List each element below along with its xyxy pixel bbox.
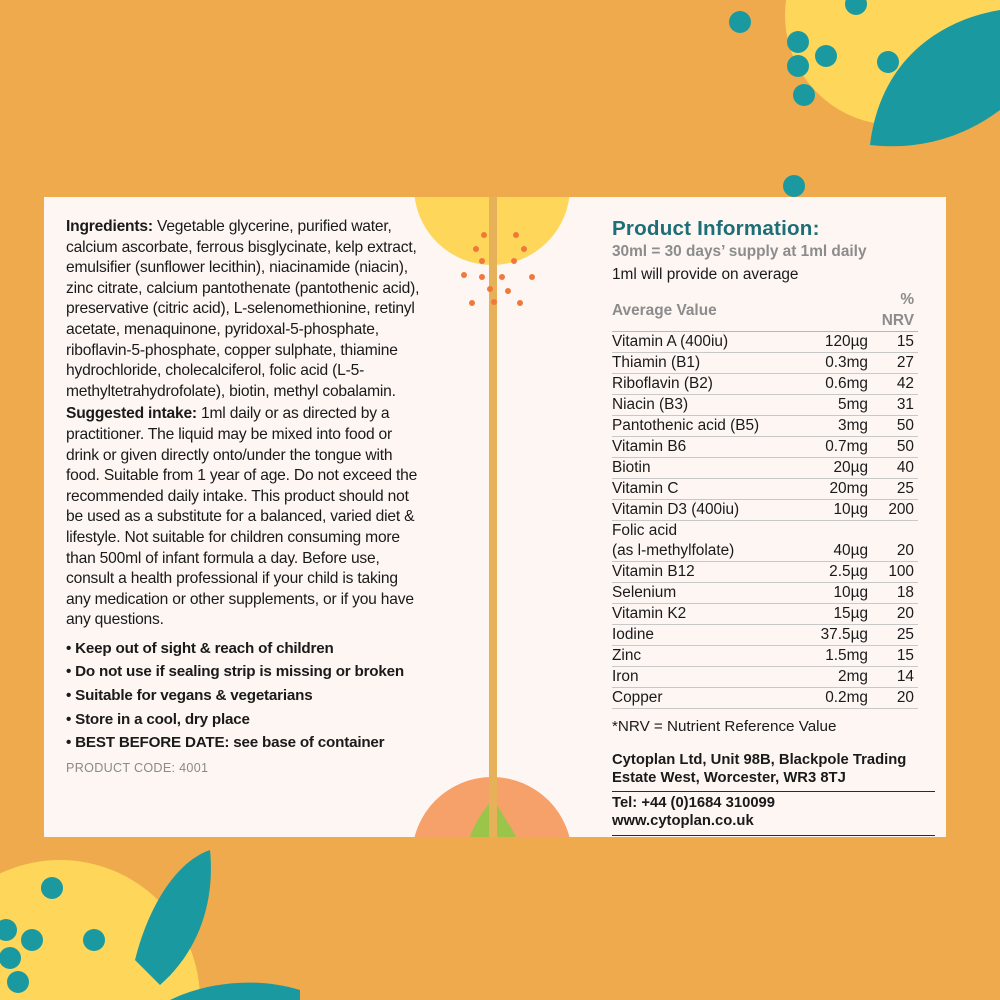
nutrient-name-text: Biotin bbox=[612, 459, 651, 476]
nutrient-name-text: Vitamin B6 bbox=[612, 438, 687, 455]
nutrient-nrv: 40 bbox=[878, 458, 918, 479]
nutrient-name bbox=[612, 395, 802, 416]
nutrient-name-sub: (as l-methylfolate) bbox=[612, 542, 735, 559]
nutrient-name bbox=[612, 353, 802, 374]
table-row bbox=[612, 332, 918, 353]
nutrient-name-text: Iodine bbox=[612, 626, 654, 643]
nutrient-name-text: Thiamin (B1) bbox=[612, 354, 701, 371]
nutrient-amount: 0.6mg bbox=[802, 374, 878, 395]
nutrient-nrv: 50 bbox=[878, 437, 918, 458]
intake-heading: Suggested intake: bbox=[66, 405, 197, 423]
center-decoration bbox=[404, 197, 584, 837]
supply-text: 30ml = 30 days’ supply at 1ml daily bbox=[612, 243, 867, 260]
nutrient-amount: 0.2mg bbox=[802, 688, 878, 709]
nutrient-nrv: 20 bbox=[878, 604, 918, 625]
nutrient-name bbox=[612, 521, 802, 562]
company-address bbox=[612, 751, 935, 792]
nutrient-name bbox=[612, 646, 802, 667]
table-row bbox=[612, 667, 918, 688]
table-row bbox=[612, 562, 918, 583]
nutrient-amount: 0.7mg bbox=[802, 437, 878, 458]
nutrient-amount: 3mg bbox=[802, 416, 878, 437]
nutrient-name-text: Vitamin A (400iu) bbox=[612, 333, 729, 350]
nutrient-amount: 2mg bbox=[802, 667, 878, 688]
table-row bbox=[612, 437, 918, 458]
ingredients-text: Vegetable glycerine, purified water, calcium ascorbate, ferrous bisglycinate, kelp extract, emulsifier (sunflower lecithin), niacinamide (niacin), zinc citrate, calcium pantothenate (pantothenic acid), preservative (citric acid), L-selenomethionine, retinyl acetate, menaquinone, pyridoxal-5-phosphate, riboflavin-5-phosphate, copper sulphate, thiamine hydrochloride, cholecalciferol, folic acid (L-5-methyltetrahydrofolate), biotin, methyl cobalamin. bbox=[66, 218, 420, 400]
warning-item: • Keep out of sight & reach of children bbox=[66, 639, 334, 657]
nutrition-rows bbox=[612, 332, 918, 709]
table-row bbox=[612, 625, 918, 646]
table-header-row bbox=[612, 289, 918, 332]
table-row bbox=[612, 500, 918, 521]
warning-item: • Store in a cool, dry place bbox=[66, 710, 250, 728]
nutrient-amount: 1.5mg bbox=[802, 646, 878, 667]
left-panel bbox=[66, 217, 426, 778]
address-line: Estate West, Worcester, WR3 8TJ bbox=[612, 770, 846, 786]
nutrient-name-text: Iron bbox=[612, 668, 639, 685]
nutrient-name bbox=[612, 458, 802, 479]
ingredients-paragraph bbox=[66, 217, 426, 402]
nutrient-nrv: 14 bbox=[878, 667, 918, 688]
nutrient-amount: 20mg bbox=[802, 479, 878, 500]
nutrient-name bbox=[612, 374, 802, 395]
table-row bbox=[612, 583, 918, 604]
nutrient-nrv: 200 bbox=[878, 500, 918, 521]
product-label bbox=[44, 197, 946, 837]
company-contact bbox=[612, 792, 935, 836]
nutrient-nrv: 27 bbox=[878, 353, 918, 374]
nutrient-name bbox=[612, 416, 802, 437]
nutrient-nrv: 25 bbox=[878, 479, 918, 500]
table-row bbox=[612, 416, 918, 437]
table-row bbox=[612, 374, 918, 395]
nutrient-nrv: 31 bbox=[878, 395, 918, 416]
phone-number: Tel: +44 (0)1684 310099 bbox=[612, 795, 776, 811]
nutrient-name bbox=[612, 604, 802, 625]
warning-item: • Suitable for vegans & vegetarians bbox=[66, 687, 313, 705]
nutrient-name bbox=[612, 562, 802, 583]
nutrient-amount: 15µg bbox=[802, 604, 878, 625]
nutrient-name-text: Vitamin K2 bbox=[612, 605, 687, 622]
warning-item: • Do not use if sealing strip is missing or broken bbox=[66, 663, 404, 681]
nutrient-name-text: Folic acid bbox=[612, 522, 678, 539]
average-text: 1ml will provide on average bbox=[612, 266, 799, 283]
nutrient-name-text: Vitamin C bbox=[612, 480, 679, 497]
nutrient-amount: 5mg bbox=[802, 395, 878, 416]
intake-text: 1ml daily or as directed by a practitioner. The liquid may be mixed into food or drink or given directly onto/under the tongue with food. Suitable from 1 year of age. Do not exceed the recommended daily intake. This product should not be used as a substitute for a balanced, varied diet & lifestyle. Not suitable for children consuming more than 500ml of infant formula a day. Before use, consult a health professional if your child is taking any medication or other supplements, or if you have any questions. bbox=[66, 405, 418, 629]
table-row bbox=[612, 353, 918, 374]
nutrient-name-text: Copper bbox=[612, 689, 663, 706]
col-nrv: % NRV bbox=[878, 289, 918, 332]
ingredients-heading: Ingredients: bbox=[66, 218, 153, 235]
nutrient-amount: 120µg bbox=[802, 332, 878, 353]
nutrient-name bbox=[612, 500, 802, 521]
nrv-note: *NRV = Nutrient Reference Value bbox=[612, 718, 837, 735]
nutrient-nrv: 18 bbox=[878, 583, 918, 604]
nutrient-amount: 20µg bbox=[802, 458, 878, 479]
table-row bbox=[612, 688, 918, 709]
nutrient-nrv: 20 bbox=[878, 521, 918, 562]
website-link: www.cytoplan.co.uk bbox=[612, 813, 754, 830]
nutrient-amount: 37.5µg bbox=[802, 625, 878, 646]
nutrient-name bbox=[612, 479, 802, 500]
nutrient-name-text: Pantothenic acid (B5) bbox=[612, 417, 760, 434]
nutrient-name bbox=[612, 667, 802, 688]
nutrient-nrv: 100 bbox=[878, 562, 918, 583]
nutrient-name-text: Niacin (B3) bbox=[612, 396, 689, 413]
nutrient-name bbox=[612, 437, 802, 458]
table-row bbox=[612, 521, 918, 562]
nutrient-name bbox=[612, 625, 802, 646]
nutrient-nrv: 15 bbox=[878, 646, 918, 667]
nutrient-nrv: 42 bbox=[878, 374, 918, 395]
table-row bbox=[612, 479, 918, 500]
nutrition-table bbox=[612, 289, 918, 709]
nutrient-name bbox=[612, 583, 802, 604]
nutrient-amount: 10µg bbox=[802, 500, 878, 521]
table-row bbox=[612, 646, 918, 667]
nutrient-nrv: 20 bbox=[878, 688, 918, 709]
nutrient-name-text: Riboflavin (B2) bbox=[612, 375, 713, 392]
warnings-list bbox=[66, 637, 426, 755]
nutrient-name-text: Zinc bbox=[612, 647, 642, 664]
product-code: PRODUCT CODE: 4001 bbox=[66, 760, 209, 775]
right-panel bbox=[612, 217, 945, 836]
address-line: Cytoplan Ltd, Unit 98B, Blackpole Trading bbox=[612, 752, 907, 768]
table-row bbox=[612, 395, 918, 416]
nutrient-name bbox=[612, 688, 802, 709]
nutrient-name bbox=[612, 332, 802, 353]
nutrient-amount: 0.3mg bbox=[802, 353, 878, 374]
nutrient-name-text: Vitamin D3 (400iu) bbox=[612, 501, 740, 518]
nutrient-amount: 40µg bbox=[802, 521, 878, 562]
nutrient-nrv: 25 bbox=[878, 625, 918, 646]
intake-paragraph bbox=[66, 404, 426, 631]
nutrient-nrv: 50 bbox=[878, 416, 918, 437]
table-row bbox=[612, 604, 918, 625]
nutrient-name-text: Vitamin B12 bbox=[612, 563, 695, 580]
warning-item: • BEST BEFORE DATE: see base of container bbox=[66, 734, 385, 752]
nutrient-name-text: Selenium bbox=[612, 584, 677, 601]
col-average-value: Average Value bbox=[612, 289, 878, 332]
product-info-title: Product Information: bbox=[612, 217, 820, 240]
nutrient-amount: 10µg bbox=[802, 583, 878, 604]
nutrient-nrv: 15 bbox=[878, 332, 918, 353]
nutrient-amount: 2.5µg bbox=[802, 562, 878, 583]
table-row bbox=[612, 458, 918, 479]
